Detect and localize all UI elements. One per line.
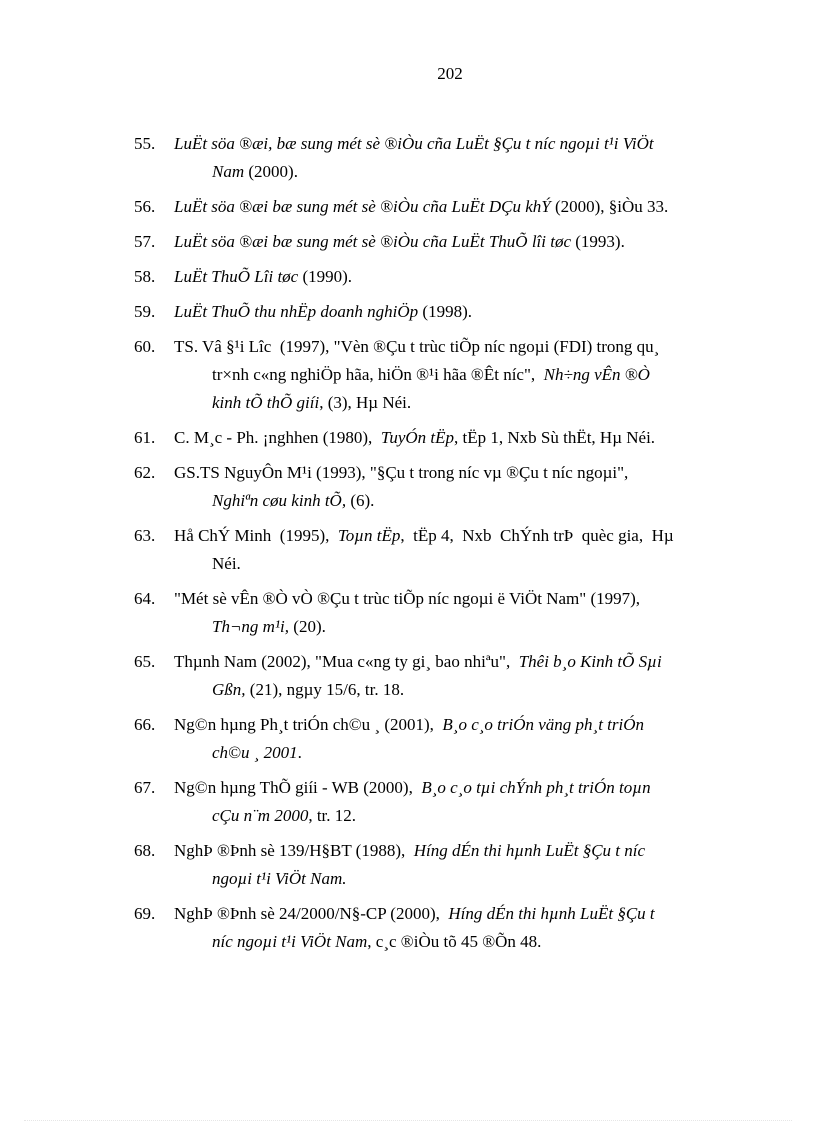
reference-text: [174, 522, 740, 578]
reference-line: [174, 774, 740, 802]
page-number: 202: [437, 64, 463, 83]
reference-item: [0, 774, 816, 830]
reference-text-segment: NghÞ ®Þnh sè 139/H§BT (1988),: [174, 841, 414, 860]
reference-text: [174, 774, 740, 830]
reference-text-segment: "Mét sè vÊn ®Ò vÒ ®Çu t trùc tiÕp níc ngoµi ë ViÖt Nam" (1997),: [174, 589, 641, 608]
reference-number: 62.: [134, 463, 156, 482]
reference-text-segment: GS.TS NguyÔn M¹i (1993), "§Çu t trong níc vµ ®Çu t níc ngoµi",: [174, 463, 629, 482]
reference-item: [0, 648, 816, 704]
reference-title-segment: B¸o c¸o triÓn väng ph¸t triÓn: [442, 715, 645, 734]
reference-line: [174, 487, 740, 515]
reference-title-segment: Nghiªn cøu kinh tÕ,: [212, 491, 347, 510]
reference-text-segment: NghÞ ®Þnh sè 24/2000/N§-CP (2000),: [174, 904, 449, 923]
reference-text-segment: (6).: [346, 491, 375, 510]
reference-title-segment: cÇu n¨m 2000: [212, 806, 309, 825]
reference-title-segment: ch©u ¸ 2001: [212, 743, 298, 762]
reference-title-segment: ngoµi t¹i ViÖt Nam.: [212, 869, 347, 888]
reference-title-segment: B¸o c¸o tµi chÝnh ph¸t triÓn toµn: [421, 778, 651, 797]
reference-item: [0, 193, 816, 221]
reference-line: [174, 459, 740, 487]
reference-text-segment: , tr. 12.: [308, 806, 357, 825]
reference-title-segment: kinh tÕ thÕ giíi: [212, 393, 320, 412]
reference-title-segment: Gßn,: [212, 680, 246, 699]
reference-text: [174, 228, 740, 256]
reference-text-segment: , tËp 1, Nxb Sù thËt, Hµ Néi.: [454, 428, 656, 447]
reference-item: [0, 585, 816, 641]
reference-number: 55.: [134, 134, 156, 153]
reference-text-segment: , c¸c ®iÒu tõ 45 ®Õn 48.: [367, 932, 542, 951]
reference-line: [174, 711, 740, 739]
reference-line: [174, 228, 740, 256]
reference-text: [174, 333, 740, 417]
reference-line: [174, 158, 740, 186]
reference-line: [174, 739, 740, 767]
reference-text: [174, 263, 740, 291]
reference-item: [0, 522, 816, 578]
reference-title-segment: Híng dÉn thi hµnh LuËt §Çu t: [448, 904, 655, 923]
reference-number: 66.: [134, 715, 156, 734]
reference-title-segment: LuËt söa ®æi, bæ sung mét sè ®iÒu cña LuËt §Çu t níc ngoµi t¹i ViÖt: [174, 134, 654, 153]
reference-item: [0, 459, 816, 515]
reference-title-segment: TuyÓn tËp: [380, 428, 455, 447]
reference-text-segment: (21), ngµy 15/6, tr. 18.: [245, 680, 405, 699]
reference-line: [174, 361, 740, 389]
reference-line: [174, 585, 740, 613]
reference-line: [174, 900, 740, 928]
reference-item: [0, 298, 816, 326]
reference-text-segment: , (3), Hµ Néi.: [319, 393, 412, 412]
reference-text-segment: Ng©n hµng ThÕ giíi - WB (2000),: [174, 778, 422, 797]
reference-title-segment: Th¬ng m¹i,: [212, 617, 290, 636]
reference-text-segment: tr×nh c«ng nghiÖp hãa, hiÖn ®¹i hãa ®Êt níc",: [212, 365, 544, 384]
reference-line: [174, 865, 740, 893]
reference-line: [174, 298, 740, 326]
reference-number: 69.: [134, 904, 156, 923]
reference-line: [174, 424, 740, 452]
reference-number: 58.: [134, 267, 156, 286]
reference-line: [174, 613, 740, 641]
reference-item: [0, 130, 816, 186]
reference-line: [174, 130, 740, 158]
page-bottom-divider: [24, 1120, 792, 1121]
reference-text: [174, 298, 740, 326]
reference-text-segment: (1990).: [298, 267, 353, 286]
reference-text: [174, 459, 740, 515]
reference-item: [0, 228, 816, 256]
reference-title-segment: Thêi b¸o Kinh tÕ Sµi: [518, 652, 662, 671]
reference-line: [174, 676, 740, 704]
reference-number: 68.: [134, 841, 156, 860]
reference-title-segment: Nam: [212, 162, 245, 181]
reference-title-segment: níc ngoµi t¹i ViÖt Nam: [212, 932, 368, 951]
reference-title-segment: LuËt ThuÕ thu nhËp doanh nghiÖp: [174, 302, 419, 321]
reference-number: 61.: [134, 428, 156, 447]
reference-line: [174, 550, 740, 578]
reference-text: [174, 585, 740, 641]
reference-title-segment: Toµn tËp: [337, 526, 401, 545]
reference-number: 65.: [134, 652, 156, 671]
reference-number: 64.: [134, 589, 156, 608]
reference-line: [174, 333, 740, 361]
reference-text-segment: (2000), §iÒu 33.: [550, 197, 669, 216]
reference-line: [174, 193, 740, 221]
reference-line: [174, 837, 740, 865]
reference-line: [174, 522, 740, 550]
reference-text: [174, 900, 740, 956]
reference-number: 57.: [134, 232, 156, 251]
reference-text-segment: Néi.: [212, 554, 241, 573]
reference-title-segment: Nh÷ng vÊn ®Ò: [543, 365, 650, 384]
reference-text: [174, 130, 740, 186]
reference-line: [174, 802, 740, 830]
reference-line: [174, 648, 740, 676]
reference-text-segment: C. M¸c - Ph. ¡nghhen (1980),: [174, 428, 381, 447]
reference-item: [0, 837, 816, 893]
reference-title-segment: LuËt söa ®æi bæ sung mét sè ®iÒu cña LuËt DÇu khÝ: [174, 197, 551, 216]
reference-text: [174, 837, 740, 893]
reference-line: [174, 389, 740, 417]
reference-list: [0, 130, 816, 963]
reference-title-segment: Híng dÉn thi hµnh LuËt §Çu t níc: [413, 841, 646, 860]
reference-item: [0, 900, 816, 956]
reference-line: [174, 928, 740, 956]
reference-text: [174, 424, 740, 452]
reference-title-segment: LuËt söa ®æi bæ sung mét sè ®iÒu cña LuËt ThuÕ lîi tøc: [174, 232, 572, 251]
reference-text-segment: (2000).: [244, 162, 298, 181]
reference-item: [0, 333, 816, 417]
reference-text-segment: , tËp 4, Nxb ChÝnh trÞ quèc gia, Hµ: [400, 526, 674, 545]
reference-text-segment: TS. Vâ §¹i Lîc (1997), "Vèn ®Çu t trùc tiÕp níc ngoµi (FDI) trong qu¸: [174, 337, 660, 356]
reference-text-segment: (1998).: [418, 302, 472, 321]
reference-text-segment: Hå ChÝ Minh (1995),: [174, 526, 338, 545]
reference-text-segment: .: [297, 743, 302, 762]
reference-title-segment: LuËt ThuÕ Lîi tøc: [174, 267, 299, 286]
reference-text: [174, 193, 740, 221]
reference-line: [174, 263, 740, 291]
reference-number: 60.: [134, 337, 156, 356]
reference-number: 59.: [134, 302, 156, 321]
reference-item: [0, 711, 816, 767]
reference-text-segment: Ng©n hµng Ph¸t triÓn ch©u ¸ (2001),: [174, 715, 443, 734]
reference-number: 63.: [134, 526, 156, 545]
reference-text-segment: (20).: [289, 617, 326, 636]
reference-item: [0, 424, 816, 452]
reference-text: [174, 711, 740, 767]
reference-number: 67.: [134, 778, 156, 797]
reference-text: [174, 648, 740, 704]
reference-number: 56.: [134, 197, 156, 216]
reference-text-segment: Thµnh Nam (2002), "Mua c«ng ty gi¸ bao nhiªu",: [174, 652, 519, 671]
reference-text-segment: (1993).: [571, 232, 625, 251]
reference-item: [0, 263, 816, 291]
